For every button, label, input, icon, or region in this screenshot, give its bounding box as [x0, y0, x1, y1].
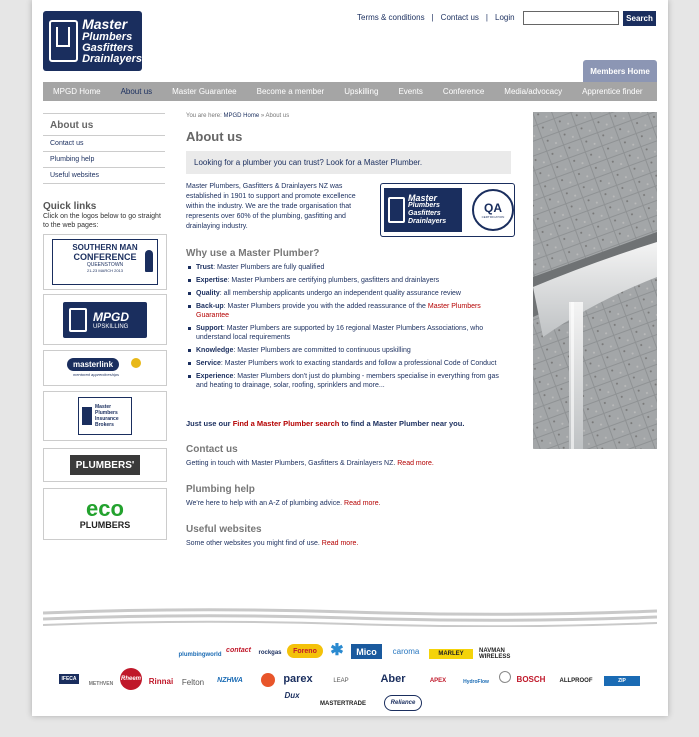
sponsor-round-logo[interactable]: [260, 672, 276, 688]
nav-conference[interactable]: Conference: [442, 87, 485, 96]
southern-line-3: QUEENSTOWN: [86, 262, 124, 268]
mpgd-logo[interactable]: [43, 11, 142, 71]
insurance-line-1: Master: [95, 404, 112, 410]
why-title: Why use a Master Plumber?: [186, 248, 320, 259]
list-item: Experience: Master Plumbers don't just do plumbing - members specialise in everything from gas and heating to drainage, solar, roofing, sprinklers and more...: [186, 372, 511, 390]
southern-line-2: CONFERENCE: [73, 252, 137, 262]
insurance-line-2: Plumbers: [95, 410, 118, 416]
sponsor-allproof[interactable]: ALLPROOF: [559, 678, 593, 684]
sponsor-foreno[interactable]: Foreno: [287, 644, 323, 658]
bosch-emblem-icon: [499, 671, 511, 683]
find-plumber-link[interactable]: Find a Master Plumber search: [232, 419, 340, 428]
plumbing-help-title: Plumbing help: [186, 484, 255, 495]
qa-badge-text: QA: [484, 201, 502, 215]
list-item: Expertise: Master Plumbers are certifying plumbers, gasfitters and drainlayers: [186, 276, 511, 285]
qa-line-1: Master: [408, 193, 438, 203]
sponsor-apex[interactable]: APEX: [429, 678, 447, 684]
plumbers-magazine-link[interactable]: [43, 448, 167, 482]
nav-master-guarantee[interactable]: Master Guarantee: [172, 87, 237, 96]
page-container: [32, 0, 668, 716]
contact-read-more-link[interactable]: Read more.: [397, 460, 434, 467]
masterlink-dot-icon: [131, 358, 141, 368]
contact-title: Contact us: [186, 444, 238, 455]
contact-link[interactable]: Contact us: [440, 13, 479, 22]
eco-line-1: eco: [86, 496, 124, 521]
mpgd-mark-icon: [388, 197, 405, 223]
intro-text: Master Plumbers, Gasfitters & Drainlayers NZ was established in 1901 to support and promote excellence within the industry. We are the trade organisation that represents over 60% of the plumbing, gasfitting and drainlaying industry.: [186, 183, 356, 230]
upskill-line-1: MPGD: [93, 309, 129, 324]
sidebar-menu: [43, 113, 165, 184]
contact-text: Getting in touch with Master Plumbers, Gasfitters & Drainlayers NZ. Read more.: [186, 460, 434, 467]
sponsor-plumbingworld[interactable]: plumbingworld: [178, 652, 222, 658]
sidebar-title: About us: [43, 114, 165, 136]
quick-links-description: Click on the logos below to go straight to the web pages:: [43, 213, 161, 229]
breadcrumb: [186, 113, 289, 119]
insurance-line-3: Insurance: [95, 416, 119, 422]
sponsor-hydroflow[interactable]: HydroFlow: [463, 679, 489, 685]
nav-media-advocacy[interactable]: Media/advocacy: [504, 87, 563, 96]
terms-link[interactable]: Terms & conditions: [357, 13, 425, 22]
sponsor-caroma[interactable]: caroma: [392, 646, 420, 656]
top-links: [357, 13, 515, 22]
list-item: Service: Master Plumbers work to exacting standards and follow a professional Code of Conduct: [186, 359, 511, 368]
man-silhouette-icon: [145, 250, 153, 272]
sponsor-mico[interactable]: Mico: [351, 644, 382, 659]
sponsor-mastertrade[interactable]: MASTERTRADE: [320, 701, 366, 707]
quick-links-title: Quick links: [43, 201, 97, 212]
separator: |: [485, 13, 488, 22]
southern-line-1: SOUTHERN MAN: [72, 243, 138, 252]
star-icon: ✱: [330, 642, 344, 659]
sponsor-parex[interactable]: parex: [283, 673, 313, 685]
sponsor-bosch-emblem[interactable]: [499, 671, 511, 683]
page-title: About us: [186, 129, 243, 144]
sponsor-aber[interactable]: Aber: [380, 673, 406, 685]
qa-badge-icon: [472, 189, 514, 231]
list-item: Trust: Master Plumbers are fully qualified: [186, 263, 511, 272]
mpgd-mark-icon: [82, 407, 92, 425]
logo-line-2: Plumbers: [82, 31, 133, 43]
find-plumber-line: Just use our Find a Master Plumber search to find a Master Plumber near you.: [186, 419, 465, 428]
sponsor-rheem[interactable]: Rheem: [120, 668, 142, 690]
gutter-photo: [533, 112, 657, 449]
sponsor-ifeca[interactable]: IFECA: [59, 674, 79, 684]
sponsor-methven[interactable]: METHVEN: [88, 681, 114, 687]
sidebar-item-contact-us[interactable]: Contact us: [43, 136, 165, 152]
login-link[interactable]: Login: [495, 13, 515, 22]
swirl-icon: [261, 673, 275, 687]
nav-become-member[interactable]: Become a member: [256, 87, 325, 96]
sponsor-contact[interactable]: contact: [226, 646, 251, 654]
sponsor-leap[interactable]: LEAP: [333, 678, 349, 684]
mpgd-upskilling-link[interactable]: [43, 294, 167, 345]
masterlink-link[interactable]: [43, 350, 167, 386]
nav-mpgd-home[interactable]: MPGD Home: [53, 87, 101, 96]
breadcrumb-current: About us: [265, 113, 290, 119]
sponsor-rinnai[interactable]: Rinnai: [148, 676, 174, 686]
qa-line-2: Plumbers: [408, 202, 440, 209]
search-input[interactable]: [523, 11, 619, 25]
qa-line-4: Drainlayers: [408, 218, 447, 225]
logo-line-3: Gasfitters: [82, 42, 134, 54]
separator: |: [431, 13, 434, 22]
plumbers-mag-name: PLUMBERS': [70, 455, 140, 475]
websites-read-more-link[interactable]: Read more.: [321, 540, 359, 547]
breadcrumb-sep: »: [260, 113, 265, 119]
search-button[interactable]: Search: [623, 11, 656, 26]
sponsor-felton[interactable]: Felton: [181, 677, 205, 687]
useful-websites-text: Some other websites you might find of use. Read more.: [186, 540, 359, 547]
qa-line-3: Gasfitters: [408, 210, 441, 217]
sponsor-dux[interactable]: Dux: [284, 690, 300, 700]
list-item: Support: Master Plumbers are supported by 16 regional Master Plumbers Associations, who understand local requirements: [186, 324, 511, 342]
list-item: Knowledge: Master Plumbers are committed to continuous upskilling: [186, 346, 511, 355]
mpgd-mark-icon: [49, 20, 78, 62]
mpgd-qa-logo: [380, 183, 515, 237]
sponsor-star-logo[interactable]: [327, 640, 347, 660]
sponsor-marley[interactable]: MARLEY: [429, 649, 473, 659]
sponsor-nzhwa[interactable]: NZHWA: [217, 676, 243, 684]
insurance-brokers-link[interactable]: [43, 391, 167, 441]
sponsor-bosch[interactable]: BOSCH: [516, 674, 546, 684]
list-item: Quality: all membership applicants undergo an independent quality assurance review: [186, 289, 511, 298]
members-home-tab[interactable]: Members Home: [583, 60, 657, 82]
nav-upskilling[interactable]: Upskilling: [344, 87, 379, 96]
nav-about-us[interactable]: About us: [120, 87, 153, 96]
eco-plumbers-link[interactable]: [43, 488, 167, 540]
useful-websites-title: Useful websites: [186, 524, 262, 535]
insurance-line-4: Brokers: [95, 422, 114, 428]
callout-banner: Looking for a plumber you can trust? Look for a Master Plumber.: [186, 151, 511, 174]
nav-apprentice-finder[interactable]: Apprentice finder: [582, 87, 643, 96]
help-read-more-link[interactable]: Read more.: [344, 500, 381, 507]
sidebar-item-plumbing-help[interactable]: Plumbing help: [43, 152, 165, 168]
nav-events[interactable]: Events: [398, 87, 423, 96]
eco-line-2: PLUMBERS: [79, 520, 131, 530]
qa-badge-sub: CERTIFICATION: [481, 215, 505, 219]
why-list: [186, 263, 511, 394]
sidebar-item-useful-websites[interactable]: Useful websites: [43, 168, 165, 184]
sponsor-navman[interactable]: NAVMAN WIRELESS: [479, 648, 511, 660]
sponsor-reliance[interactable]: Reliance: [384, 695, 422, 711]
breadcrumb-home[interactable]: MPGD Home: [223, 113, 260, 119]
sponsor-zip[interactable]: ZIP: [604, 676, 640, 686]
logo-line-4: Drainlayers: [82, 53, 142, 65]
southern-line-4: 21-23 MARCH 2013: [86, 268, 124, 273]
main-nav: [43, 82, 657, 101]
breadcrumb-prefix: You are here:: [186, 113, 222, 119]
upskill-line-2: UPSKILLING: [93, 323, 129, 330]
footer-wave-divider: [43, 607, 657, 627]
plumbing-help-text: We're here to help with an A-Z of plumbing advice. Read more.: [186, 500, 381, 507]
sponsor-rockgas[interactable]: rockgas: [258, 650, 282, 656]
masterlink-name: masterlink: [67, 358, 119, 371]
mpgd-mark-icon: [69, 308, 87, 332]
list-item: Back-up: Master Plumbers provide you with the added reassurance of the Master Plumbers Guarantee: [186, 302, 511, 320]
master-guarantee-link[interactable]: Master Plumbers Guarantee: [196, 303, 481, 319]
logo-line-1: Master: [82, 16, 128, 32]
masterlink-tag: mentored apprenticeships: [73, 372, 120, 377]
southern-man-conference-link[interactable]: [43, 234, 167, 290]
